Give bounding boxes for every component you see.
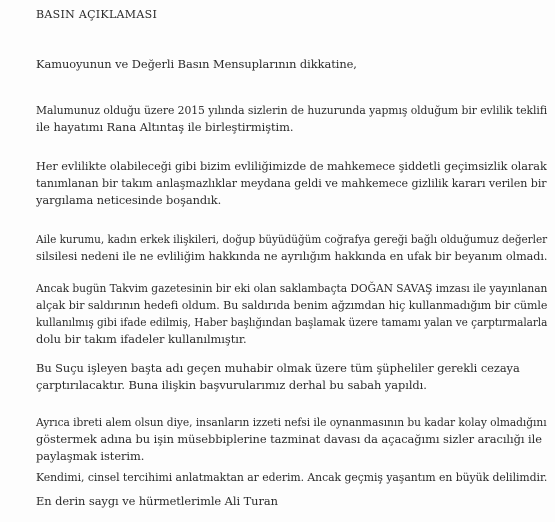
paragraph-6-line-1: Ayrıca ibreti alem olsun diye, insanların izzeti nefsi ile oynanmasının bu kadar kolay olmadığını xyxy=(36,415,547,429)
salutation: Kamuoyunun ve Değerli Basın Mensuplarının dikkatine, xyxy=(36,57,357,71)
paragraph-2-line-1: Her evlilikte olabileceği gibi bizim evliliğimizde de mahkemece şiddetli geçimsizlik olarak xyxy=(36,159,547,173)
paragraph-3-line-2: silsilesi nedeni ile ne evliliğim hakkında ne ayrılığım hakkında en ufak bir beyanım olmadı. xyxy=(36,249,548,263)
closing-signature: En derin saygı ve hürmetlerimle Ali Turan xyxy=(36,494,278,508)
document-title: BASIN AÇIKLAMASI xyxy=(36,8,158,21)
paragraph-5-line-1: Bu Suçu işleyen başta adı geçen muhabir olmak üzere tüm şüpheliler gerekli cezaya xyxy=(36,361,520,375)
paragraph-4-line-1: Ancak bugün Takvim gazetesinin bir eki olan saklambaçta DOĞAN SAVAŞ imzası ile yayınlanan xyxy=(36,281,548,295)
paragraph-7-line-1: Kendimi, cinsel tercihimi anlatmaktan ar ederim. Ancak geçmiş yaşantım en büyük delilimdir. xyxy=(36,470,548,484)
paragraph-4-line-2: alçak bir saldırının hedefi oldum. Bu saldırıda benim ağzımdan hiç kullanmadığım bir cümle xyxy=(36,298,548,312)
paragraph-2-line-3: yargılama neticesinde boşandık. xyxy=(36,193,222,207)
paragraph-1-line-1: Malumunuz olduğu üzere 2015 yılında sizlerin de huzurunda yapmış olduğum bir evlilik teklifi xyxy=(36,103,548,117)
paragraph-5-line-2: çarptırılacaktır. Buna ilişkin başvurularımız derhal bu sabah yapıldı. xyxy=(36,378,427,392)
paragraph-6-line-2: göstermek adına bu işin müsebbiplerine tazminat davası da açacağımı sizler aracılığı ile xyxy=(36,432,542,446)
paragraph-2-line-2: tanımlanan bir takım anlaşmazlıklar meydana geldi ve mahkemece gizlilik kararı verilen bir xyxy=(36,176,547,190)
paragraph-4-line-3: kullanılmış gibi ifade edilmiş, Haber başlığından başlamak üzere tamamı yalan ve çarptırmalarla xyxy=(36,315,548,329)
paragraph-3-line-1: Aile kurumu, kadın erkek ilişkileri, doğup büyüdüğüm coğrafya gereği bağlı olduğumuz değerler xyxy=(36,232,548,246)
paragraph-4-line-4: dolu bir takım ifadeler kullanılmıştır. xyxy=(36,332,247,346)
paragraph-1-line-2: ile hayatımı Rana Altıntaş ile birleştirmiştim. xyxy=(36,120,294,134)
paragraph-6-line-3: paylaşmak isterim. xyxy=(36,449,145,463)
